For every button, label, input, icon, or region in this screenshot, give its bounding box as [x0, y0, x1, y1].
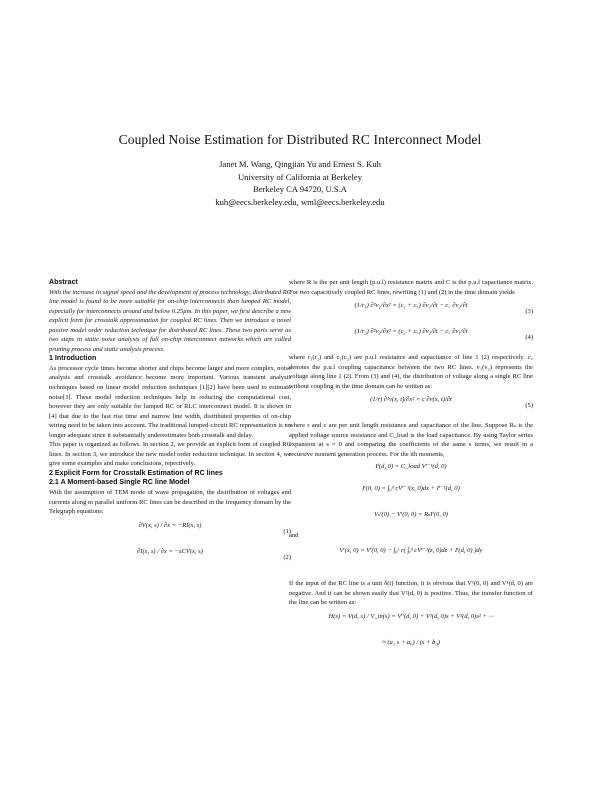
equation-4-number: (4)	[525, 334, 533, 342]
equation-8	[289, 510, 533, 528]
abstract-text: With the increase in signal speed and the development of process technology, distributed RC line model is found to be more suitable for on-chip interconnects than lumped RC model, especially for interconnects around and below 0.25μm. In this paper, we first describe a new explicit form for crosstalk approximation for coupled RC lines. Then we introduce a novel passive model order reduction technique for distributed RC lines. These two parts serve as two steps in static noise analysis of full on-chip interconnect networks which are called pruning process and static analysis process.	[49, 288, 291, 353]
equation-4	[289, 327, 533, 349]
equation-6-body: Iⁱ(d, 0) = C_load Vⁱ⁻¹(d, 0)	[375, 463, 447, 471]
equation-5	[289, 395, 533, 417]
intro-paragraph-2: This paper is organized as follows. In section 2, we provide an explicit form of coupled RC lines. In section 3, we introduce the new model order reduction technique. In section 4, we give some examples and make conclusions, repectively.	[49, 441, 291, 468]
equation-5-number: (5)	[525, 402, 533, 410]
equation-9-body: Vⁱ(x, 0) = Vⁱ(0, 0) − ∫₀ˣ r( ∫ᵧᵈ cVⁱ⁻¹(z, 0)dz + Iⁱ(d, 0) )dy	[339, 547, 483, 555]
equation-1-body: ∂V(x, s) / ∂x = −RI(x, s)	[138, 521, 202, 529]
equation-3-number: (3)	[525, 308, 533, 316]
equation-1-number: (1)	[283, 527, 291, 535]
section-2-heading: 2 Explicit Form for Crosstalk Estimation of RC lines	[49, 468, 223, 477]
equation-9	[289, 546, 533, 574]
equation-10	[289, 612, 533, 634]
equation-1	[49, 521, 291, 543]
equation-5-body: (1/r) ∂²v(x, t)/∂x² = c ∂v(x, t)/∂t	[370, 396, 452, 404]
equation-2	[49, 547, 291, 569]
equation-7-body: Iⁱ(0, 0) = ∫₀ᵈ cVⁱ⁻¹(x, 0)dx + Iⁱ⁻¹(d, 0)	[362, 485, 460, 493]
right-paragraph-3: where r and c are per unit length resistance and capacitance of the line. Suppose Rₛ is the applied voltage source resistance and C_load is the load capacitance. By using Taylor series expansion at s = 0 and comparing the coefficients of the same s terms, we result in a recursive moment generation process. For the ith moments,	[289, 422, 533, 458]
author-names: Janet M. Wang, Qingjian Yu and Ernest S. Kuh	[219, 159, 381, 169]
right-column	[289, 278, 533, 664]
intro-paragraph: As processor cycle times become shorter and chips become larger and more complex, noise analysis and crosstalk avoidance become more important. Various transient analysis techniques based on linear model reduction techniques [1][2] have been used to estimate noise[3]. These model reduction techniques help in reducing the computational cost, however they are only suitable for lumped RC or RLC interconnect model. It is shown in [4] that due to the fast rise time and narrow line width, distributed properties of on-chip wiring need to be taken into account. The traditional lumped-circuit RC representation is no longer adequate since it substantially underestimates both crosstalk and delay.	[49, 364, 291, 439]
author-block	[40, 158, 560, 208]
equation-11	[289, 638, 533, 660]
equation-4-body: (1/r₂) ∂²v₂/∂x² = (c₂ + c꜀) ∂v₂/∂t − c꜀ ∂v₁/∂t	[354, 328, 468, 336]
right-paragraph-4: If the input of the RC line is a unit δ(t) function, it is obvious that V¹(0, 0) and V¹(d, 0) are negative. And it can be shown easily that V²(d, 0) is positive. Thus, the transfer function of the line can be written as:	[289, 580, 533, 607]
author-emails: kuh@eecs.berkeley.edu, wml@eecs.berkeley.edu	[215, 196, 385, 207]
section-1-heading: 1 Introduction	[49, 354, 97, 363]
equation-3-body: (1/r₁) ∂²v₁/∂x² = (c₁ + c꜀) ∂v₁/∂t − c꜀ ∂v₂/∂t	[354, 302, 468, 310]
and-connector: and	[289, 532, 299, 540]
paper-title: Coupled Noise Estimation for Distributed RC Interconnect Model	[118, 132, 482, 147]
abstract-heading: Abstract	[49, 278, 78, 286]
address: Berkeley CA 94720, U.S.A	[252, 184, 348, 194]
equation-6	[289, 462, 533, 480]
equation-8-body: Vₛⁱ(0) − Vⁱ(0, 0) = RₛIⁱ(0, 0)	[374, 511, 448, 519]
equation-2-number: (2)	[283, 553, 291, 561]
equation-7	[289, 484, 533, 506]
section-2-1-paragraph: With the assumption of TEM mode of wave propagation, the distribution of voltages and currents along m parallel uniform RC lines can be described in the frequency domain by the Telegraph equations:	[49, 489, 291, 516]
equation-2-body: ∂I(x, s) / ∂x = −sCV(x, s)	[137, 547, 203, 555]
affiliation: University of California at Berkeley	[237, 171, 363, 182]
right-paragraph-1: where R is the per unit length (p.u.l) resistance matrix and C is the p.u.l capacitance matrix. For two capacitively coupled RC lines, rewriting (1) and (2) in the time domain yields	[289, 279, 533, 296]
equation-10-body: H(s) = V(d, s) / V_in(s) = V⁰(d, 0) + V¹(d, 0)s + V²(d, 0)s² + ···	[328, 612, 494, 620]
left-column	[49, 278, 291, 573]
right-paragraph-2: where r₁(r₂) and c₁(c₂) are p.u.l resistance and capacitance of line 1 (2) respectively. c꜀ denotes the p.u.l coupling capacitance between the two RC lines. v₁(v₂) represents the voltage along line 1 (2). From (3) and (4), the distribution of voltage along a single RC line without coupling in the time domain can be written as:	[289, 354, 533, 390]
equation-3	[289, 301, 533, 323]
section-2-1-heading: 2.1 A Moment-based Single RC line Model	[49, 478, 190, 487]
equation-11-body: ≈ (a₁ s + a₀) / (s + b₀)	[382, 638, 440, 646]
